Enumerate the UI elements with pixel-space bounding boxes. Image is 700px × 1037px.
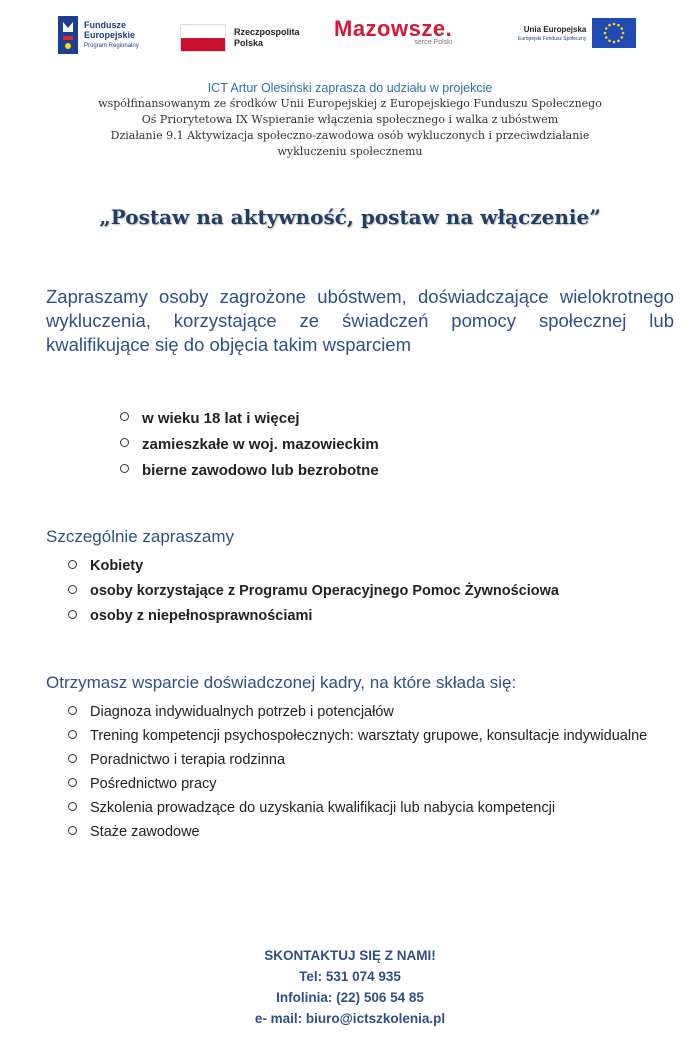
unia-line1: Unia Europejska — [523, 24, 587, 34]
special-list — [68, 554, 678, 629]
fundusze-line3: Program Regionalny — [84, 42, 139, 49]
list-item: bierne zawodowo lub bezrobotne — [120, 458, 660, 484]
mazowsze-subtitle: serce Polski — [414, 39, 453, 46]
special-heading: Szczególnie zapraszamy — [46, 527, 235, 546]
list-item: zamieszkałe w woj. mazowieckim — [120, 432, 660, 458]
intro-line: współfinansowanym ze środków Unii Europejskiej z Europejskiego Funduszu Społecznego — [98, 97, 602, 110]
invitation-paragraph: Zapraszamy osoby zagrożone ubóstwem, doświadczające wielokrotnego wykluczenia, korzystające ze świadczeń pomocy społecznej lub kwalifikujące się do objęcia takim wsparciem — [46, 286, 674, 355]
fundusze-line1: Fundusze — [84, 19, 126, 30]
fundusze-line2: Europejskie — [84, 29, 136, 40]
rzeczpospolita-line1: Rzeczpospolita — [234, 27, 300, 37]
list-item: Pośrednictwo pracy — [68, 772, 672, 796]
intro-line: Działanie 9.1 Aktywizacja społeczno-zawodowa osób wykluczonych i przeciwdziałanie — [110, 129, 590, 142]
contact-hotline[interactable]: Infolinia: (22) 506 54 85 — [276, 990, 424, 1005]
list-item: Diagnoza indywidualnych potrzeb i potencjałów — [68, 700, 672, 724]
intro-line: wykluczeniu społecznemu — [277, 145, 423, 158]
list-item: Staże zawodowe — [68, 820, 672, 844]
contact-block — [0, 945, 700, 1029]
fundusze-europejskie-mark-icon — [58, 16, 78, 54]
fundusze-europejskie-logo — [58, 16, 139, 54]
criteria-list — [120, 406, 660, 484]
polish-flag-icon — [180, 24, 226, 52]
list-item: osoby z niepełnosprawnościami — [68, 604, 678, 629]
support-list — [68, 700, 672, 844]
intro-line: Oś Priorytetowa IX Wspieranie włączenia społecznego i walka z ubóstwem — [141, 113, 559, 126]
unia-europejska-logo — [518, 18, 636, 48]
rzeczpospolita-polska-logo — [180, 24, 300, 52]
rzeczpospolita-line2: Polska — [234, 38, 264, 48]
list-item: osoby korzystające z Programu Operacyjnego Pomoc Żywnościowa — [68, 579, 678, 604]
project-title: „Postaw na aktywność, postaw na włączenie” — [99, 205, 601, 229]
mazowsze-logo — [334, 16, 452, 46]
unia-line2: Europejski Fundusz Społeczny — [518, 35, 587, 42]
contact-email[interactable]: e- mail: biuro@ictszkolenia.pl — [254, 1011, 446, 1026]
list-item: w wieku 18 lat i więcej — [120, 406, 660, 432]
list-item: Poradnictwo i terapia rodzinna — [68, 748, 672, 772]
list-item: Trening kompetencji psychospołecznych: warsztaty grupowe, konsultacje indywidualne — [68, 724, 672, 748]
project-intro — [40, 80, 660, 160]
contact-heading: SKONTAKTUJ SIĘ Z NAMI! — [264, 948, 436, 963]
contact-phone[interactable]: Tel: 531 074 935 — [299, 969, 401, 984]
intro-lead: ICT Artur Olesiński zaprasza do udziału w projekcie — [207, 81, 493, 95]
eu-flag-icon — [592, 18, 636, 48]
logo-bar — [0, 10, 700, 60]
list-item: Kobiety — [68, 554, 678, 579]
mazowsze-title: Mazowsze. — [334, 16, 453, 41]
support-heading: Otrzymasz wsparcie doświadczonej kadry, na które składa się: — [46, 673, 517, 692]
list-item: Szkolenia prowadzące do uzyskania kwalifikacji lub nabycia kompetencji — [68, 796, 672, 820]
